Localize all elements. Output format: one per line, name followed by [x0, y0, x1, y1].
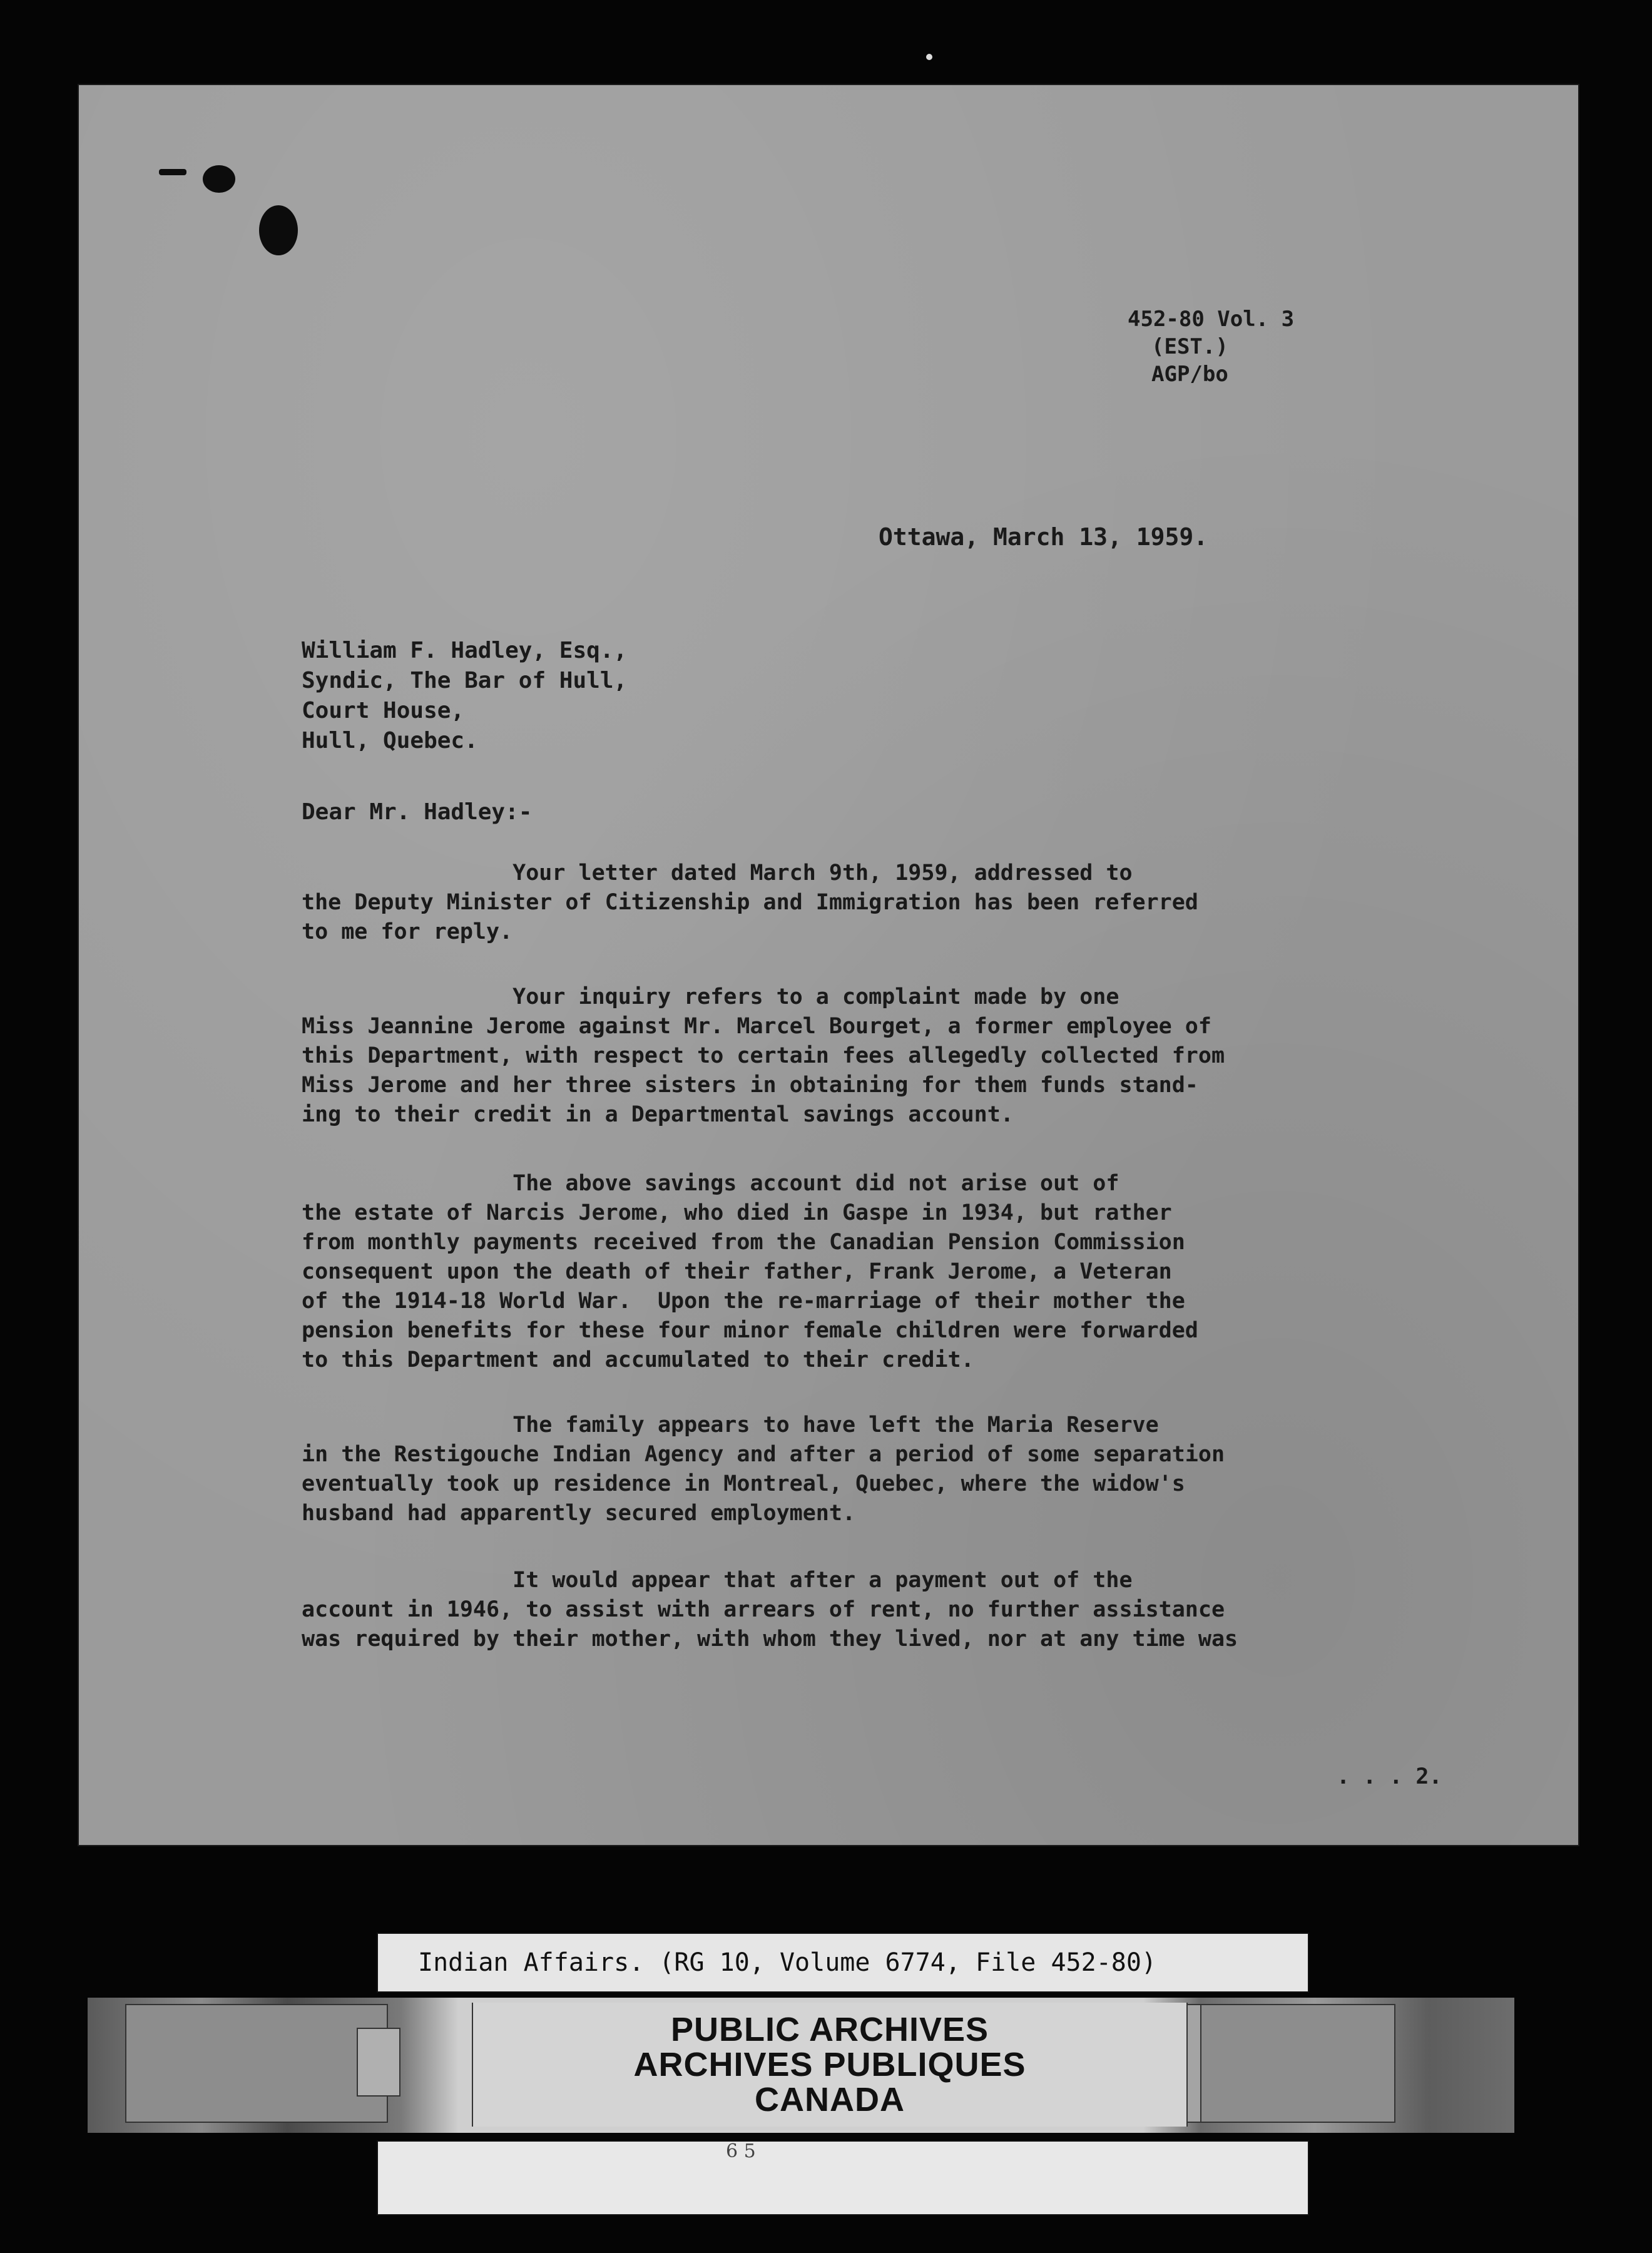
ink-blot	[203, 165, 235, 193]
body-line: to this Department and accumulated to their credit.	[302, 1347, 974, 1372]
body-line: eventually took up residence in Montreal, Quebec, where the widow's	[302, 1471, 1185, 1496]
paragraph	[302, 1411, 1478, 1528]
body-line: from monthly payments received from the Canadian Pension Commission	[302, 1230, 1185, 1255]
paragraph	[302, 983, 1478, 1130]
body-line: husband had apparently secured employment.	[302, 1501, 856, 1526]
strip-segment	[125, 2004, 388, 2123]
stamp-line: CANADA	[755, 2081, 905, 2118]
body-line: the estate of Narcis Jerome, who died in Gaspe in 1934, but rather	[302, 1200, 1172, 1225]
body-line: account in 1946, to assist with arrears of rent, no further assistance	[302, 1597, 1225, 1622]
stamp-line: PUBLIC ARCHIVES	[670, 2011, 989, 2048]
body-line: Miss Jeannine Jerome against Mr. Marcel Bourget, a former employee of	[302, 1014, 1211, 1039]
body-line: consequent upon the death of their father, Frank Jerome, a Veteran	[302, 1259, 1172, 1284]
paragraph	[302, 1169, 1478, 1375]
archives-stamp	[472, 2003, 1188, 2127]
ink-blot	[259, 205, 298, 255]
body-line: Your letter dated March 9th, 1959, addressed to	[302, 861, 1133, 886]
salutation: Dear Mr. Hadley:-	[302, 799, 533, 825]
body-line: pension benefits for these four minor female children were forwarded	[302, 1318, 1198, 1343]
archive-reference-text: Indian Affairs. (RG 10, Volume 6774, File 452-80)	[418, 1948, 1157, 1977]
file-reference-line: (EST.)	[1151, 334, 1228, 359]
archive-bottom-label	[377, 2140, 1309, 2215]
recipient-address	[302, 636, 865, 756]
paragraph	[302, 1566, 1478, 1654]
file-reference-line: 452-80 Vol. 3	[1128, 307, 1295, 332]
body-line: to me for reply.	[302, 919, 513, 944]
strip-segment	[357, 2028, 400, 2097]
body-line: Miss Jerome and her three sisters in obtaining for them funds stand-	[302, 1073, 1198, 1098]
file-reference-line: AGP/bo	[1151, 362, 1228, 387]
body-line: The above savings account did not arise out of	[302, 1171, 1119, 1196]
strip-segment	[1189, 2004, 1395, 2123]
file-reference	[1128, 305, 1409, 388]
body-line: It would appear that after a payment out of the	[302, 1568, 1133, 1593]
paragraph	[302, 859, 1478, 947]
letter-page	[78, 84, 1579, 1846]
ink-blot	[159, 169, 186, 175]
recipient-address-line: Syndic, The Bar of Hull,	[302, 668, 628, 693]
date-line: Ottawa, March 13, 1959.	[879, 523, 1208, 551]
recipient-address-line: William F. Hadley, Esq.,	[302, 638, 628, 663]
stamp-line: ARCHIVES PUBLIQUES	[633, 2046, 1026, 2083]
body-line: this Department, with respect to certain fees allegedly collected from	[302, 1043, 1225, 1068]
body-line: was required by their mother, with whom they lived, nor at any time was	[302, 1627, 1238, 1652]
film-speck	[926, 54, 932, 60]
recipient-address-line: Court House,	[302, 698, 465, 723]
pencil-mark: 6 5	[726, 2140, 756, 2162]
body-line: Your inquiry refers to a complaint made by one	[302, 984, 1119, 1009]
body-line: ing to their credit in a Departmental savings account.	[302, 1102, 1014, 1127]
body-line: in the Restigouche Indian Agency and after a period of some separation	[302, 1442, 1225, 1467]
body-line: of the 1914-18 World War. Upon the re-marriage of their mother the	[302, 1289, 1185, 1314]
page-continuation: . . . 2.	[1337, 1764, 1442, 1789]
recipient-address-line: Hull, Quebec.	[302, 728, 478, 754]
body-line: the Deputy Minister of Citizenship and Immigration has been referred	[302, 890, 1198, 915]
body-line: The family appears to have left the Maria Reserve	[302, 1413, 1159, 1438]
archive-reference-label	[377, 1933, 1309, 1993]
